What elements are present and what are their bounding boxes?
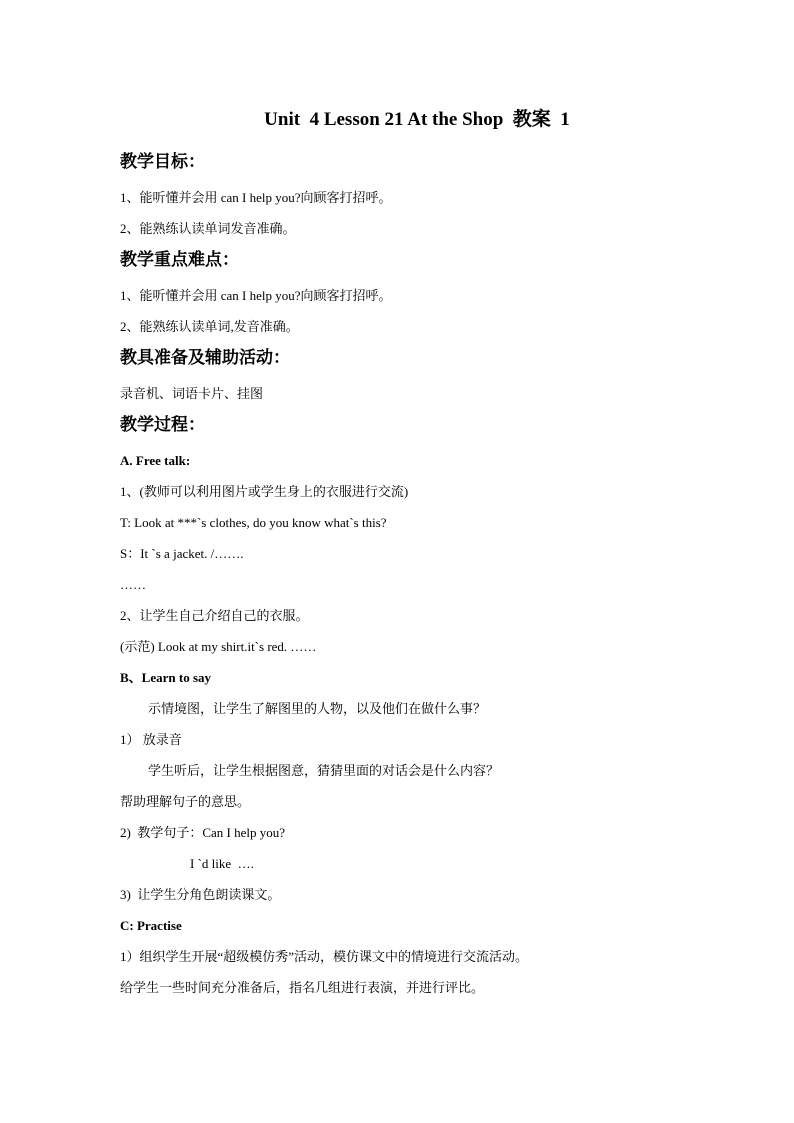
procedure-line: 示情境图，让学生了解图里的人物，以及他们在做什么事？ <box>148 701 487 716</box>
procedure-line: I `d like …. <box>190 856 254 871</box>
document-title: Unit 4 Lesson 21 At the Shop 教案 1 <box>264 109 570 130</box>
procedure-line: …… <box>120 577 146 592</box>
procedure-subheading: C: Practise <box>120 918 182 933</box>
procedure-line: 2) 教学句子：Can I help you? <box>120 825 286 840</box>
objective-line: 1、能听懂并会用 can I help you?向顾客打招呼。 <box>120 190 392 205</box>
materials-line: 录音机、词语卡片、挂图 <box>120 386 264 401</box>
procedure-line: 1）组织学生开展“超级模仿秀”活动，模仿课文中的情境进行交流活动。 <box>120 949 529 964</box>
procedure-line: S：It `s a jacket. /……. <box>120 546 244 561</box>
procedure-line: 帮助理解句子的意思。 <box>120 794 251 809</box>
objective-line: 2、能熟练认读单词发音准确。 <box>120 221 296 236</box>
document-body <box>120 146 720 1003</box>
procedure-line: 学生听后，让学生根据图意，猜猜里面的对话会是什么内容？ <box>148 763 500 778</box>
key-point-line: 1、能听懂并会用 can I help you?向顾客打招呼。 <box>120 288 392 303</box>
procedure-line: 3) 让学生分角色朗读课文。 <box>120 887 281 902</box>
key-point-line: 2、能熟练认读单词,发音准确。 <box>120 319 299 334</box>
procedure-line: T: Look at ***`s clothes, do you know what`s this? <box>120 515 387 530</box>
section-heading-materials: 教具准备及辅助活动： <box>120 348 290 367</box>
procedure-line: (示范) Look at my shirt.it`s red. …… <box>120 639 317 654</box>
procedure-line: 给学生一些时间充分准备后，指名几组进行表演，并进行评比。 <box>120 980 485 995</box>
procedure-subheading: A. Free talk: <box>120 453 191 468</box>
procedure-line: 1、(教师可以利用图片或学生身上的衣服进行交流) <box>120 484 409 499</box>
procedure-line: 2、让学生自己介绍自己的衣服。 <box>120 608 309 623</box>
procedure-line: 1） 放录音 <box>120 732 182 747</box>
section-heading-key-points: 教学重点难点： <box>120 250 239 269</box>
procedure-subheading: B、Learn to say <box>120 670 212 685</box>
section-heading-objectives: 教学目标： <box>120 152 205 171</box>
section-heading-procedure: 教学过程： <box>120 415 205 434</box>
